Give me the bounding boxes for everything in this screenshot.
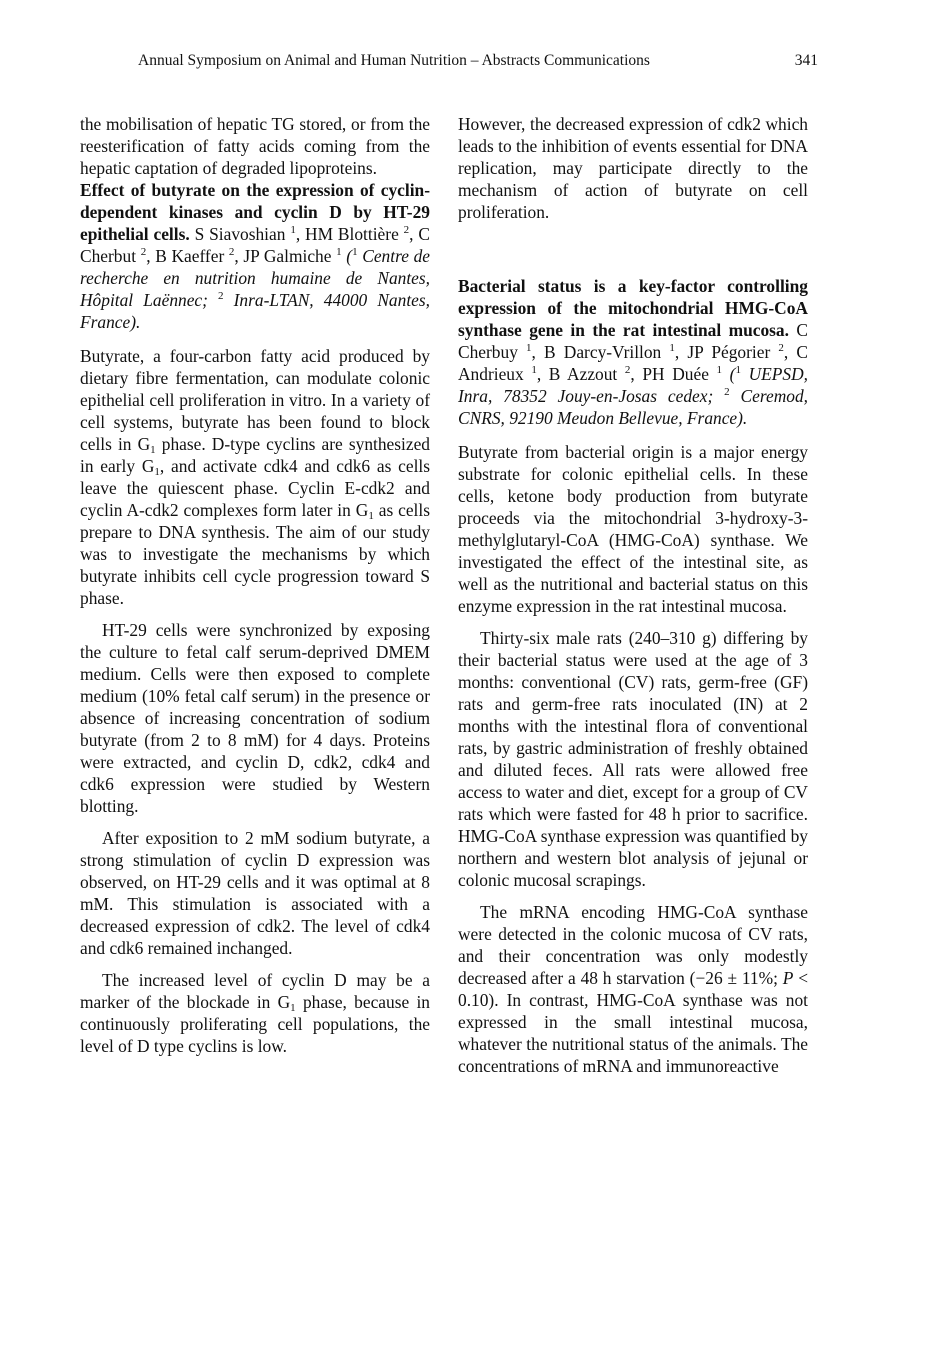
running-title: Annual Symposium on Animal and Human Nutrition – Abstracts Communications: [138, 52, 650, 69]
right-column: [458, 113, 808, 1077]
author: , C Andrieux: [458, 342, 808, 384]
superscript: 2: [724, 386, 730, 398]
text-run: , and activate cdk4 and cdk6 as cells leave the quiescent phase. Cyclin E-cdk2 and cyclin A-cdk2 complexes form later in G: [80, 456, 431, 520]
body-paragraph: [458, 901, 808, 1077]
affiliation-open: (: [722, 364, 736, 384]
superscript: 1: [352, 246, 358, 258]
superscript: 1: [669, 342, 675, 354]
continued-paragraph: However, the decreased expression of cdk2 which leads to the inhibition of events essential for DNA replication, may participate directly to the mechanism of action of butyrate on cell proliferation.: [458, 114, 808, 222]
author: , JP Pégorier: [674, 342, 779, 362]
left-column: [80, 113, 430, 1057]
affiliation: Inra-LTAN, 44000 Nantes, France).: [80, 290, 430, 332]
author: , B Azzout: [536, 364, 625, 384]
running-header: [138, 52, 818, 74]
author: , B Kaeffer: [146, 246, 229, 266]
body-paragraph: After exposition to 2 mM sodium butyrate, a strong stimulation of cyclin D expression was observed, on HT-29 cells and it was optimal at 8 mM. This stimulation is associated with a decreased expression of cdk2. The level of cdk4 and cdk6 remained inchanged.: [80, 828, 430, 958]
superscript: 2: [778, 342, 784, 354]
affiliation: UEPSD, Inra, 78352 Jouy-en-Josas cedex;: [458, 364, 808, 406]
author: , PH Duée: [630, 364, 717, 384]
abstract-title: Bacterial status is a key-factor controlling expression of the mitochondrial HMG-CoA synthase gene in the rat intestinal mucosa.: [458, 276, 808, 340]
body-paragraph: [80, 969, 430, 1057]
affiliation-open: (: [341, 246, 353, 266]
superscript: 2: [218, 290, 224, 302]
author: , HM Blottière: [295, 224, 404, 244]
superscript: 2: [140, 246, 147, 258]
body-paragraph: [80, 345, 430, 609]
abstract-heading: [80, 179, 430, 333]
continued-paragraph: the mobilisation of hepatic TG stored, or from the reesterification of fatty acids coming from the hepatic captation of degraded lipoproteins.: [80, 114, 430, 178]
abstract-title: Effect of butyrate on the expression of cyclin-dependent kinases and cyclin D by HT-29 epithelial cells.: [80, 180, 430, 244]
author: , C Cherbut: [80, 224, 430, 266]
superscript: 1: [336, 246, 342, 258]
text-run: phase. D-type cyclins are synthesized in early G: [80, 434, 430, 476]
text-run: < 0.10). In contrast, HMG-CoA synthase was not expressed in the small intestinal mucosa, whatever the nutritional status of the animals. The concentrations of mRNA and immunoreactive: [458, 968, 809, 1076]
subscript: 1: [150, 444, 156, 456]
body-paragraph: Butyrate from bacterial origin is a major energy substrate for colonic epithelial cells. In these cells, ketone body production from butyrate proceeds via the mitochondrial 3-hydroxy-3-methylglutaryl-CoA (HMG-CoA) synthase. We investigated the effect of the intestinal site, as well as the nutritional and bacterial status on this enzyme expression in the rat intestinal mucosa.: [458, 442, 808, 616]
text-run: Butyrate, a four-carbon fatty acid produced by dietary fibre fermentation, can modulate colonic epithelial cell proliferation in vitro. In a variety of cell systems, butyrate has been found to block cells in G: [80, 346, 430, 454]
body-paragraph: HT-29 cells were synchronized by exposing the culture to fetal calf serum-deprived DMEM medium. Cells were then exposed to complete medium (10% fetal calf serum) in the presence or absence of increasing concentration of sodium butyrate (from 2 to 8 mM) for 4 days. Proteins were extracted, and cyclin D, cdk2, cdk4 and cdk6 expression were studied by Western blotting.: [80, 620, 430, 816]
text-run: as cells prepare to DNA synthesis. The aim of our study was to investigate the mechanisms by which butyrate inhibits cell cycle progression toward S phase.: [80, 500, 430, 608]
affiliation: Ceremod, CNRS, 92190 Meudon Bellevue, France).: [458, 386, 808, 428]
superscript: 2: [228, 246, 235, 258]
author: , JP Galmiche: [234, 246, 337, 266]
page-number: 341: [794, 52, 818, 69]
body-paragraph: Thirty-six male rats (240–310 g) differing by their bacterial status were used at the age of 3 months: conventional (CV) rats, germ-free (GF) rats and germ-free rats inoculated (IN) at 2 months with the intestinal flora of conventional rats, by gastric administration of freshly obtained and diluted feces. All rats were allowed free access to water and diet, except for a group of CV rats which were fasted for 48 h prior to sacrifice. HMG-CoA synthase expression was quantified by northern and western blot analysis of jejunal or colonic mucosal scrapings.: [458, 628, 808, 890]
text-run: phase, because in continuously proliferating cell populations, the level of D type cyclins is low.: [80, 992, 430, 1056]
superscript: 2: [624, 364, 631, 376]
subscript: 1: [154, 466, 160, 478]
author: C Cherbuy: [458, 320, 808, 362]
superscript: 1: [290, 224, 296, 236]
superscript: 2: [403, 224, 410, 236]
subscript: 1: [368, 510, 374, 522]
text-run: The mRNA encoding HMG-CoA synthase were detected in the colonic mucosa of CV rats, and their concentration was only modestly decreased after a 48 h starvation (−26 ± 11%;: [458, 902, 808, 988]
subscript: 1: [290, 1002, 296, 1014]
affiliation: Centre de recherche en nutrition humaine de Nantes, Hôpital Laënnec;: [80, 246, 430, 310]
superscript: 1: [735, 364, 741, 376]
superscript: 1: [716, 364, 723, 376]
text-run: P: [782, 968, 794, 988]
author: , B Darcy-Vrillon: [531, 342, 670, 362]
superscript: 1: [526, 342, 532, 354]
superscript: 1: [531, 364, 537, 376]
abstract-heading: [458, 275, 808, 429]
text-run: The increased level of cyclin D may be a marker of the blockade in G: [80, 970, 430, 1012]
author: S Siavoshian: [189, 224, 291, 244]
